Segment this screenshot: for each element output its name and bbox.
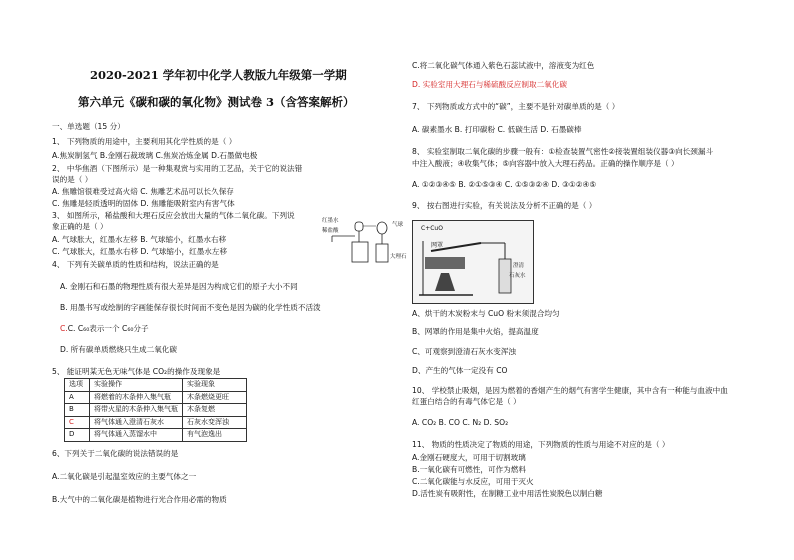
label-acid: 稀盐酸 [322, 228, 339, 234]
question-2-line-a: 2、 中华焦酒（下图所示）是一种集观赏与实用的工艺品，关于它的说法错 [52, 164, 303, 173]
question-9-option-d: D、产生的气体一定没有 CO [412, 366, 508, 375]
question-8-line-b: 中注入酸液；④收集气体；⑤向容器中放入大理石药品。正确的操作顺序是（ ） [412, 159, 679, 168]
table-cell: 将气体通入蒸馏水中 [90, 429, 183, 442]
table-header-row [65, 379, 247, 392]
apparatus-figure-q3 [322, 212, 407, 264]
question-4-option-a: A. 金刚石和石墨的物理性质有很大差异是因为构成它们的原子大小不同 [60, 282, 298, 291]
table-row [65, 429, 247, 442]
question-11-option-a: A.金刚石硬度大，可用于切割玻璃 [412, 453, 526, 462]
experiment-table [64, 378, 247, 442]
question-6-option-b: B.大气中的二氧化碳是植物进行光合作用必需的物质 [52, 495, 227, 504]
option-letter-c: C. [60, 324, 68, 333]
question-10-line-a: 10、 学校禁止吸烟，是因为燃着的香烟产生的烟气有害学生健康，其中含有一种能与血液中血 [412, 386, 728, 395]
question-11: 11、 物质的性质决定了物质的用途，下列物质的性质与用途不对应的是（ ） [412, 440, 670, 449]
question-6: 6、下列关于二氧化碳的说法错误的是 [52, 449, 179, 458]
question-4-option-c-text: C. C₆₀表示一个 C₆₀分子 [67, 324, 149, 333]
question-2-options-1: A. 焦雕馆很难受过高火焙 C. 焦雕艺术品可以长久保存 [52, 187, 234, 196]
question-9-option-c: C、可观察到澄清石灰水变浑浊 [412, 347, 517, 356]
table-header: 选项 [65, 379, 90, 392]
table-row [65, 416, 247, 429]
table-cell: B [65, 404, 90, 417]
question-4-option-b: B. 用墨书写或绘制的字画能保存很长时间而不变色是因为碳的化学性质不活泼 [60, 303, 321, 312]
question-11-option-c: C.二氧化碳能与水反应，可用于灭火 [412, 477, 534, 486]
question-9-option-a: A、烘干的木炭粉末与 CuO 粉末须混合均匀 [412, 309, 560, 318]
question-10-line-b: 红蛋白结合的有毒气体它是（ ） [412, 397, 521, 406]
question-1-options: A.焦炭制氢气 B.金刚石裁玻璃 C.焦炭冶炼金属 D.石墨做电极 [52, 151, 258, 160]
apparatus-figure-q9 [412, 220, 534, 304]
question-7-options: A. 碳素墨水 B. 打印碳粉 C. 低碳生活 D. 石墨碳棒 [412, 125, 582, 134]
table-cell: 有气泡逸出 [183, 429, 247, 442]
question-3-options-1: A. 气球胀大，红墨水左移 B. 气球缩小，红墨水右移 [52, 235, 227, 244]
question-2-line-b: 误的是（ ） [52, 175, 93, 184]
question-7: 7、 下列物质或方式中的“碳”，主要不是针对碳单质的是（ ） [412, 102, 620, 111]
table-cell: 木条燃烧更旺 [183, 391, 247, 404]
question-10-options: A. CO₂ B. CO C. N₂ D. SO₂ [412, 418, 509, 427]
table-header: 实验现象 [183, 379, 247, 392]
section-heading: 一、单选题（15 分） [52, 122, 125, 131]
question-3-line-b: 象正确的是（ ） [52, 222, 108, 231]
title-line-1: 2020-2021 学年初中化学人教版九年级第一学期 [90, 68, 347, 82]
question-3-options-2: C. 气球胀大，红墨水右移 D. 气球缩小，红墨水左移 [52, 247, 228, 256]
label-red-ink: 红墨水 [322, 218, 339, 224]
question-9-option-b: B、网罩的作用是集中火焰，提高温度 [412, 327, 539, 336]
question-5: 5、 能证明某无色无味气体是 CO₂的操作及现象是 [52, 367, 221, 376]
question-6-option-d: D. 实验室用大理石与稀硫酸反应制取二氧化碳 [412, 80, 567, 89]
question-6-option-a: A.二氧化碳是引起温室效应的主要气体之一 [52, 472, 197, 481]
question-11-option-d: D.活性炭有吸附性，在制糖工业中用活性炭脱色以制白糖 [412, 489, 603, 498]
question-6-option-c: C.将二氧化碳气体通入紫色石蕊试液中，溶液变为红色 [412, 61, 595, 70]
question-1: 1、 下列物质的用途中，主要利用其化学性质的是（ ） [52, 137, 237, 146]
table-cell: 将气体通入澄清石灰水 [90, 416, 183, 429]
question-4-option-c [60, 324, 149, 334]
table-header: 实验操作 [90, 379, 183, 392]
title-line-2: 第六单元《碳和碳的氧化物》测试卷 3（含答案解析） [78, 95, 355, 109]
label-mesh: 网罩 [431, 242, 444, 249]
question-9: 9、 按右图进行实验，有关说法及分析不正确的是（ ） [412, 201, 597, 210]
table-cell: A [65, 391, 90, 404]
table-cell: 木条复燃 [183, 404, 247, 417]
label-clear-2: 石灰水 [509, 273, 526, 279]
table-cell: 石灰水变浑浊 [183, 416, 247, 429]
table-cell: 将燃着的木条伸入集气瓶 [90, 391, 183, 404]
question-8-options: A. ①②③④⑤ B. ②①⑤③④ C. ①⑤③②④ D. ③①②④⑤ [412, 180, 597, 189]
table-row [65, 391, 247, 404]
question-4: 4、 下列有关碳单质的性质和结构，说法正确的是 [52, 260, 219, 269]
table-cell: 将带火星的木条伸入集气瓶 [90, 404, 183, 417]
label-marble: 大理石 [390, 254, 407, 260]
table-cell: C [65, 416, 90, 429]
question-4-option-d: D. 所有碳单质燃烧只生成二氧化碳 [60, 345, 177, 354]
label-c-cuo: C+CuO [421, 225, 443, 232]
question-8-line-a: 8、 实验室制取二氧化碳的步骤一般有：①检查装置气密性②接装置组装仪器③向长颈漏斗 [412, 147, 714, 156]
table-row [65, 404, 247, 417]
question-3-line-a: 3、 如图所示，稀盐酸和大理石反应会放出大量的气体二氧化碳。下列说 [52, 211, 295, 220]
label-balloon: 气球 [392, 222, 404, 228]
label-clear-1: 澄清 [513, 263, 525, 269]
table-cell: D [65, 429, 90, 442]
question-2-options-2: C. 焦雕是轻质透明的固体 D. 焦雕能吸附室内有害气体 [52, 199, 235, 208]
question-11-option-b: B.一氧化碳有可燃性，可作为燃料 [412, 465, 526, 474]
